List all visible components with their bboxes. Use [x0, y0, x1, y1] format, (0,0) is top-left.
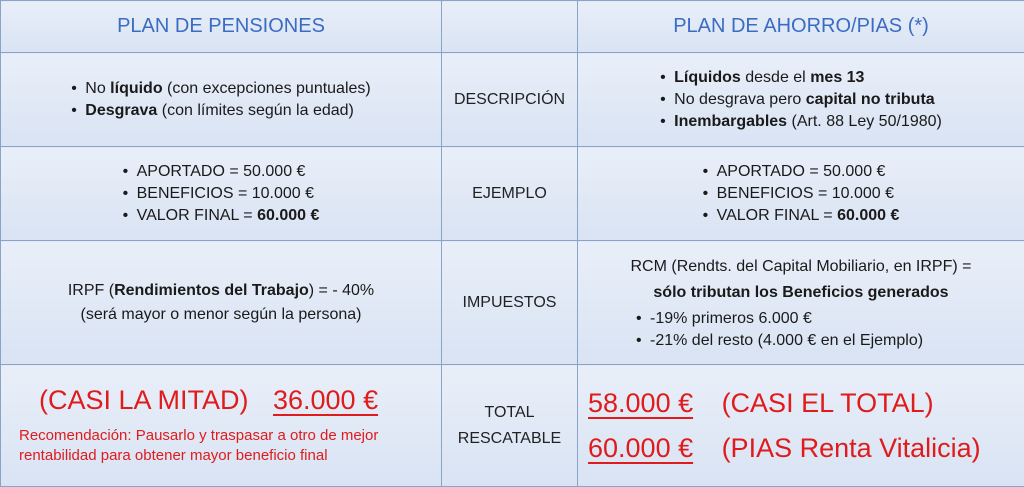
row-ejemplo	[1, 147, 1024, 241]
total-left-tag: (CASI LA MITAD)	[39, 385, 249, 415]
total-left-cell	[1, 365, 442, 487]
header-row	[1, 1, 1024, 53]
descripcion-right-item: • Líquidos desde el mes 13	[660, 67, 942, 89]
descripcion-left-cell	[1, 53, 442, 147]
descripcion-right-cell	[578, 53, 1024, 147]
header-middle	[442, 1, 578, 53]
row-impuestos	[1, 241, 1024, 365]
impuestos-left-line2: (será mayor o menor según la persona)	[1, 303, 441, 327]
total-label-line1: TOTAL	[442, 400, 577, 426]
impuestos-right-cell	[578, 241, 1024, 365]
impuestos-right-item: • -21% del resto (4.000 € en el Ejemplo)	[636, 330, 1024, 352]
total-right-tag2: (PIAS Renta Vitalicia)	[722, 433, 981, 463]
ejemplo-left-valor-final: • VALOR FINAL = 60.000 €	[123, 205, 320, 227]
row-total	[1, 365, 1024, 487]
total-right-tag1: (CASI EL TOTAL)	[722, 388, 934, 418]
impuestos-label: IMPUESTOS	[442, 241, 578, 365]
ejemplo-right-valor-final: • VALOR FINAL = 60.000 €	[703, 205, 900, 227]
total-label	[442, 365, 578, 487]
row-descripcion	[1, 53, 1024, 147]
ejemplo-label: EJEMPLO	[442, 147, 578, 241]
total-right-amount1: 58.000 €	[588, 388, 693, 418]
total-left-recommendation: Recomendación: Pausarlo y traspasar a otro de mejor rentabilidad para obtener mayor beneficio final	[19, 426, 441, 466]
total-right-cell	[578, 365, 1024, 487]
ejemplo-right-cell	[578, 147, 1024, 241]
header-plan-pensiones: PLAN DE PENSIONES	[1, 1, 442, 53]
ejemplo-right-aportado: • APORTADO = 50.000 €	[703, 161, 900, 183]
descripcion-left-item: • No líquido (con excepciones puntuales)	[71, 78, 370, 100]
impuestos-left-line1: IRPF (Rendimientos del Trabajo) = - 40%	[1, 279, 441, 303]
impuestos-right-line1: RCM (Rendts. del Capital Mobiliario, en IRPF) =	[578, 254, 1024, 280]
descripcion-right-item: • No desgrava pero capital no tributa	[660, 89, 942, 111]
descripcion-label: DESCRIPCIÓN	[442, 53, 578, 147]
total-left-amount: 36.000 €	[273, 385, 378, 415]
impuestos-right-item: • -19% primeros 6.000 €	[636, 308, 1024, 330]
descripcion-right-item: • Inembargables (Art. 88 Ley 50/1980)	[660, 111, 942, 133]
ejemplo-left-beneficios: • BENEFICIOS = 10.000 €	[123, 183, 320, 205]
ejemplo-right-beneficios: • BENEFICIOS = 10.000 €	[703, 183, 900, 205]
ejemplo-left-cell	[1, 147, 442, 241]
ejemplo-left-aportado: • APORTADO = 50.000 €	[123, 161, 320, 183]
impuestos-left-cell	[1, 241, 442, 365]
header-plan-ahorro: PLAN DE AHORRO/PIAS (*)	[578, 1, 1024, 53]
impuestos-right-line2: sólo tributan los Beneficios generados	[578, 280, 1024, 306]
total-right-amount2: 60.000 €	[588, 433, 693, 463]
descripcion-left-item: • Desgrava (con límites según la edad)	[71, 100, 370, 122]
total-label-line2: RESCATABLE	[442, 426, 577, 452]
